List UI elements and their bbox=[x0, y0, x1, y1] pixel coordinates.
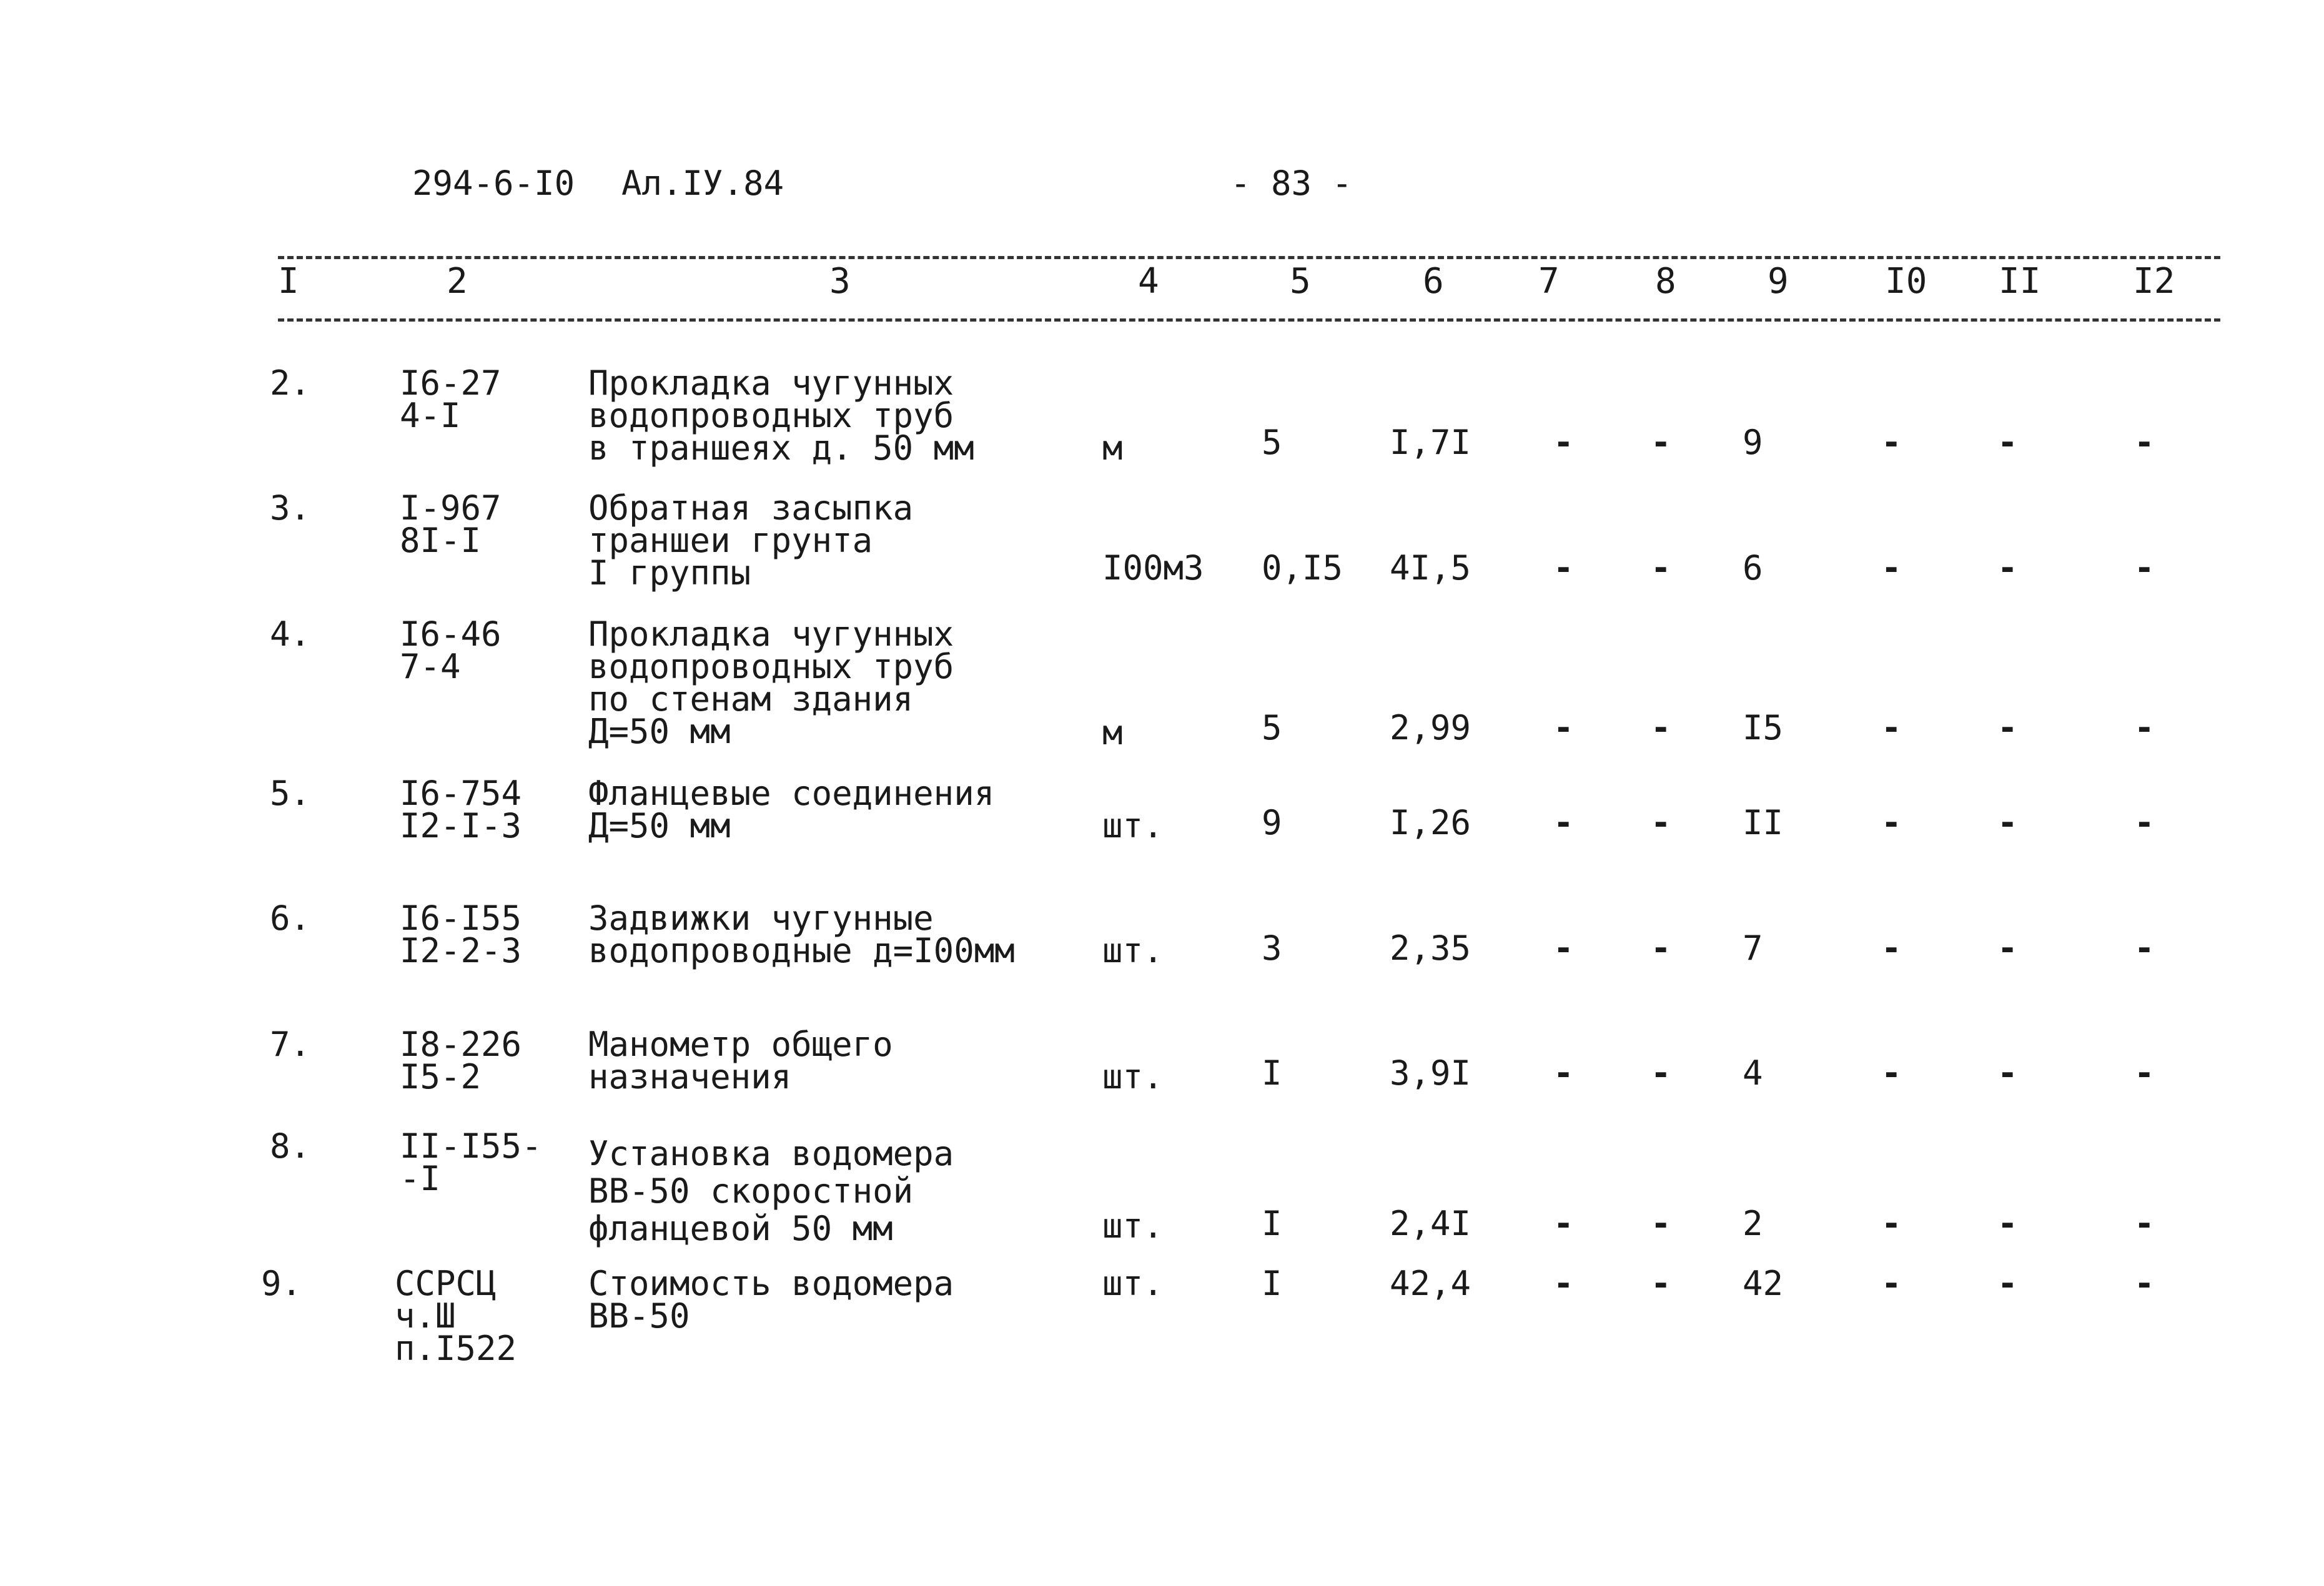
row-col8: - bbox=[1651, 1204, 1671, 1243]
row-col8: - bbox=[1651, 928, 1671, 968]
row-col12: - bbox=[2134, 1053, 2155, 1093]
row-col7: - bbox=[1553, 1204, 1574, 1243]
row-code: I6-I55 I2-2-3 bbox=[400, 899, 522, 970]
row-unit: шт. bbox=[1102, 1206, 1164, 1246]
row-col10: - bbox=[1881, 1264, 1902, 1303]
row-name: Установка водомера ВВ-50 скоростной фланцевой 50 мм bbox=[588, 1134, 954, 1248]
row-quantity: I bbox=[1262, 1204, 1282, 1243]
row-col8: - bbox=[1651, 708, 1671, 747]
row-name: Стоимость водомера ВВ-50 bbox=[588, 1264, 954, 1336]
row-name: Задвижки чугунные водопроводные д=I00мм bbox=[588, 899, 1015, 970]
row-unit: шт. bbox=[1102, 806, 1164, 845]
row-col7: - bbox=[1553, 928, 1574, 968]
row-col9: 2 bbox=[1743, 1204, 1763, 1243]
col-header-9: 9 bbox=[1768, 261, 1789, 302]
row-quantity: I bbox=[1262, 1053, 1282, 1093]
row-name: Фланцевые соединения Д=50 мм bbox=[588, 774, 995, 845]
col-header-6: 6 bbox=[1423, 261, 1444, 302]
row-col7: - bbox=[1553, 803, 1574, 842]
col-header-3: 3 bbox=[829, 261, 851, 302]
row-number: 4. bbox=[270, 614, 311, 654]
row-quantity: 9 bbox=[1262, 803, 1282, 842]
row-code: I6-27 4-I bbox=[400, 363, 502, 435]
row-col8: - bbox=[1651, 423, 1671, 462]
row-quantity: 5 bbox=[1262, 423, 1282, 462]
page-header bbox=[0, 164, 2324, 214]
row-col7: - bbox=[1553, 708, 1574, 747]
col-header-1: I bbox=[278, 261, 299, 302]
row-number: 5. bbox=[270, 774, 311, 813]
col-header-5: 5 bbox=[1290, 261, 1311, 302]
row-price: 2,35 bbox=[1390, 928, 1471, 968]
row-price: I,7I bbox=[1390, 423, 1471, 462]
row-col11: - bbox=[1997, 423, 2018, 462]
row-col7: - bbox=[1553, 548, 1574, 588]
row-quantity: 3 bbox=[1262, 928, 1282, 968]
row-number: 8. bbox=[270, 1126, 311, 1166]
row-code: ССРСЦ ч.Ш п.I522 bbox=[395, 1264, 517, 1368]
document-code: 294-6-I0 bbox=[412, 164, 575, 203]
row-unit: I00м3 bbox=[1102, 548, 1204, 588]
row-col9: 9 bbox=[1743, 423, 1763, 462]
row-col10: - bbox=[1881, 928, 1902, 968]
row-col12: - bbox=[2134, 548, 2155, 588]
row-name: Прокладка чугунных водопроводных труб в траншеях д. 50 мм bbox=[588, 363, 974, 468]
row-col9: 42 bbox=[1743, 1264, 1784, 1303]
row-col11: - bbox=[1997, 708, 2018, 747]
row-unit: м bbox=[1102, 713, 1123, 752]
row-price: 2,4I bbox=[1390, 1204, 1471, 1243]
row-col12: - bbox=[2134, 803, 2155, 842]
col-header-8: 8 bbox=[1655, 261, 1676, 302]
col-header-10: I0 bbox=[1885, 261, 1927, 302]
row-price: 2,99 bbox=[1390, 708, 1471, 747]
row-col8: - bbox=[1651, 1053, 1671, 1093]
row-number: 7. bbox=[270, 1025, 311, 1064]
row-col10: - bbox=[1881, 803, 1902, 842]
row-col7: - bbox=[1553, 1264, 1574, 1303]
row-col11: - bbox=[1997, 928, 2018, 968]
row-quantity: 5 bbox=[1262, 708, 1282, 747]
row-col10: - bbox=[1881, 423, 1902, 462]
table-top-rule bbox=[278, 256, 2220, 259]
col-header-4: 4 bbox=[1138, 261, 1159, 302]
row-col11: - bbox=[1997, 1264, 2018, 1303]
row-col12: - bbox=[2134, 423, 2155, 462]
row-col9: 4 bbox=[1743, 1053, 1763, 1093]
row-number: 9. bbox=[261, 1264, 302, 1303]
row-col7: - bbox=[1553, 1053, 1574, 1093]
row-col9: I5 bbox=[1743, 708, 1784, 747]
row-name: Прокладка чугунных водопроводных труб по стенам здания Д=50 мм bbox=[588, 614, 954, 751]
row-col11: - bbox=[1997, 1053, 2018, 1093]
row-unit: шт. bbox=[1102, 931, 1164, 970]
row-price: I,26 bbox=[1390, 803, 1471, 842]
row-quantity: 0,I5 bbox=[1262, 548, 1343, 588]
col-header-12: I2 bbox=[2133, 261, 2175, 302]
row-col8: - bbox=[1651, 1264, 1671, 1303]
row-quantity: I bbox=[1262, 1264, 1282, 1303]
row-col11: - bbox=[1997, 548, 2018, 588]
row-col9: II bbox=[1743, 803, 1784, 842]
row-unit: м bbox=[1102, 428, 1123, 468]
col-header-11: II bbox=[1999, 261, 2041, 302]
row-number: 6. bbox=[270, 899, 311, 938]
row-col12: - bbox=[2134, 1204, 2155, 1243]
row-number: 2. bbox=[270, 363, 311, 403]
row-code: I6-754 I2-I-3 bbox=[400, 774, 522, 845]
row-unit: шт. bbox=[1102, 1057, 1164, 1096]
row-code: II-I55- -I bbox=[400, 1126, 542, 1198]
row-col10: - bbox=[1881, 708, 1902, 747]
album-number: Ал.IУ.84 bbox=[621, 164, 784, 203]
col-header-2: 2 bbox=[447, 261, 468, 302]
row-price: 3,9I bbox=[1390, 1053, 1471, 1093]
table-header-rule bbox=[278, 318, 2220, 322]
row-code: I6-46 7-4 bbox=[400, 614, 502, 686]
row-price: 4I,5 bbox=[1390, 548, 1471, 588]
row-col9: 6 bbox=[1743, 548, 1763, 588]
row-col11: - bbox=[1997, 803, 2018, 842]
row-col9: 7 bbox=[1743, 928, 1763, 968]
row-col12: - bbox=[2134, 1264, 2155, 1303]
page-number: - 83 - bbox=[1230, 164, 1353, 203]
row-price: 42,4 bbox=[1390, 1264, 1471, 1303]
row-col12: - bbox=[2134, 708, 2155, 747]
row-col10: - bbox=[1881, 548, 1902, 588]
col-header-7: 7 bbox=[1538, 261, 1560, 302]
row-col7: - bbox=[1553, 423, 1574, 462]
row-unit: шт. bbox=[1102, 1264, 1164, 1303]
row-col10: - bbox=[1881, 1053, 1902, 1093]
row-col8: - bbox=[1651, 803, 1671, 842]
row-name: Манометр общего назначения bbox=[588, 1025, 893, 1096]
row-name: Обратная засыпка траншеи грунта I группы bbox=[588, 488, 914, 593]
row-col11: - bbox=[1997, 1204, 2018, 1243]
row-col10: - bbox=[1881, 1204, 1902, 1243]
row-col8: - bbox=[1651, 548, 1671, 588]
row-number: 3. bbox=[270, 488, 311, 528]
row-code: I-967 8I-I bbox=[400, 488, 502, 560]
row-col12: - bbox=[2134, 928, 2155, 968]
row-code: I8-226 I5-2 bbox=[400, 1025, 522, 1096]
